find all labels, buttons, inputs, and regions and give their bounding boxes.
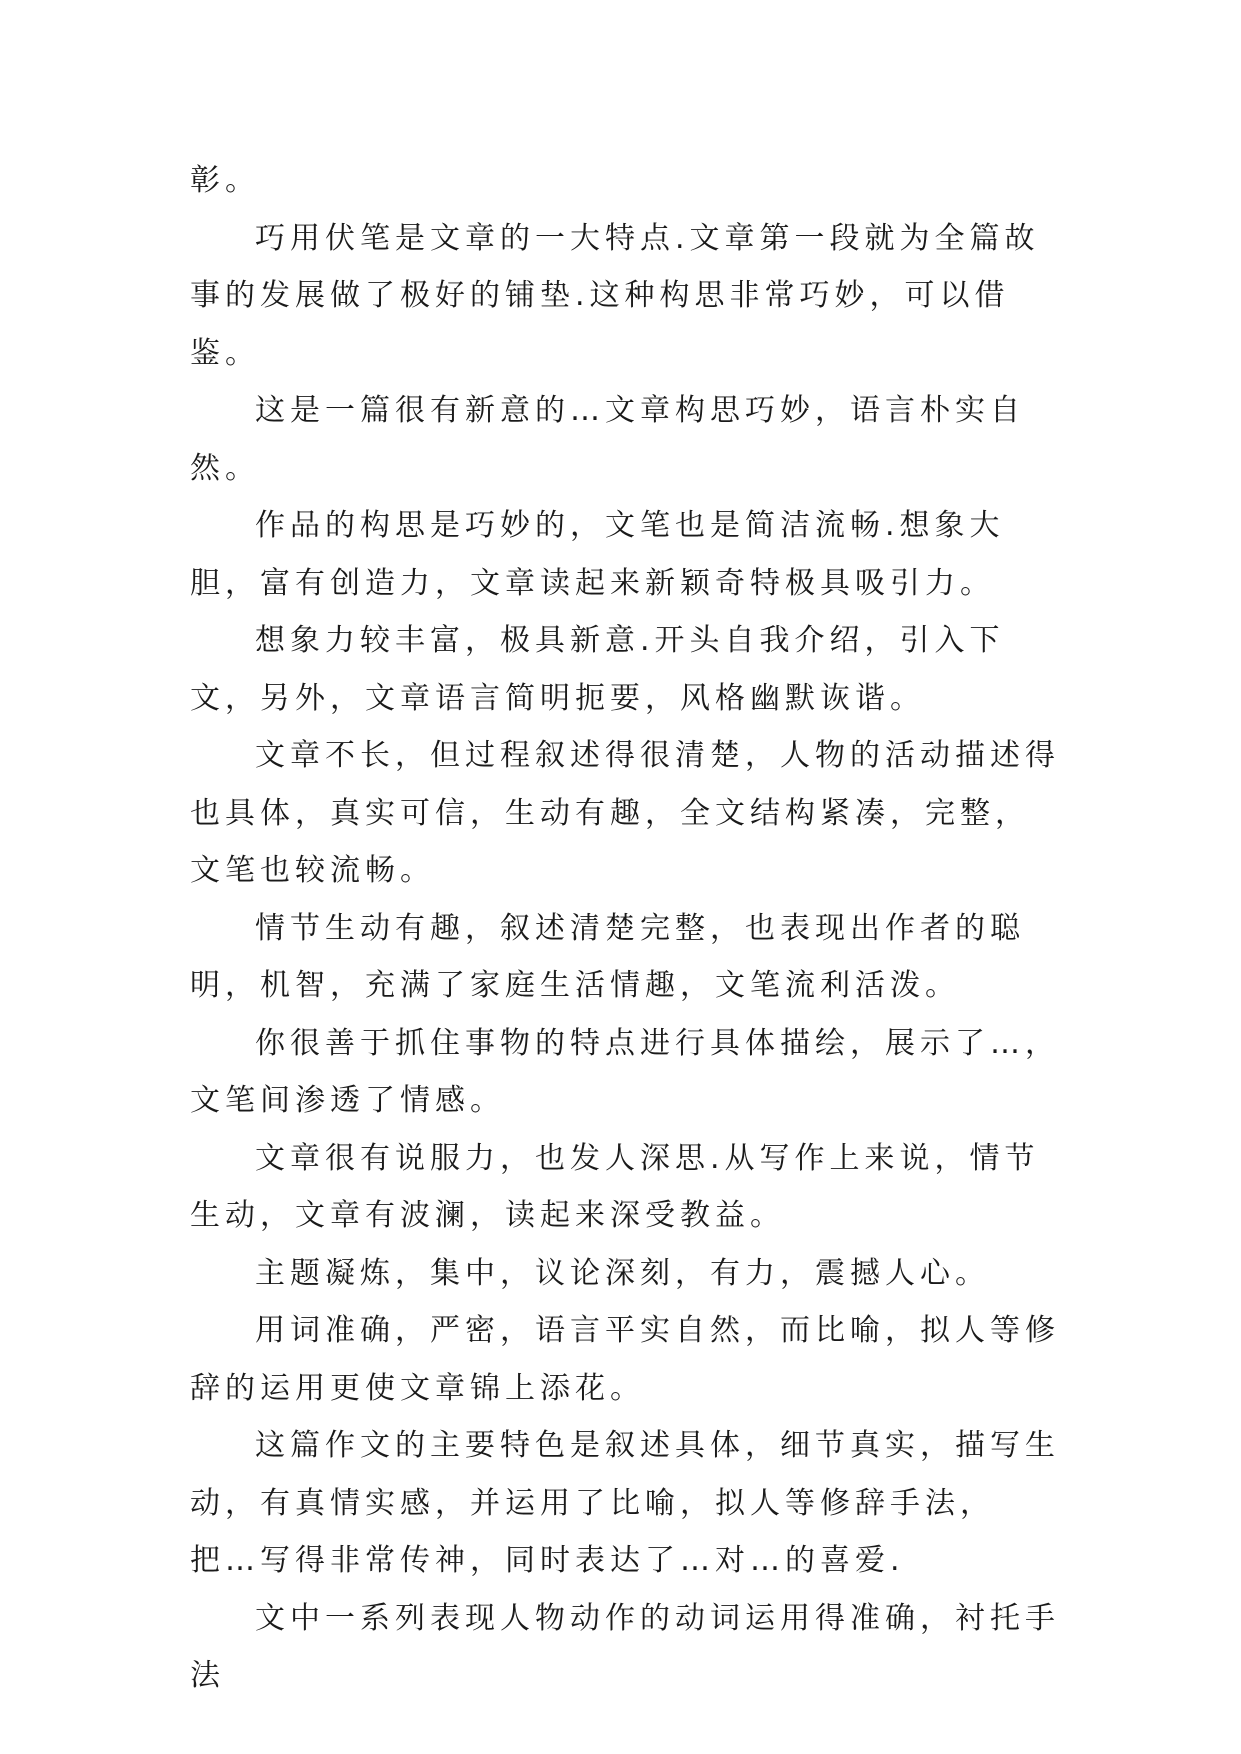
paragraph: 主题凝炼，集中，议论深刻，有力，震撼人心。 [255, 1255, 990, 1291]
paragraph: 情节生动有趣，叙述清楚完整，也表现出作者的聪明，机智，充满了家庭生活情趣，文笔流利活泼。 [190, 910, 1025, 1003]
paragraph: 你很善于抓住事物的特点进行具体描绘，展示了…，文笔间渗透了情感。 [190, 1025, 1060, 1118]
paragraph: 文中一系列表现人物动作的动词运用得准确，衬托手法 [190, 1600, 1060, 1693]
paragraph: 作品的构思是巧妙的，文笔也是简洁流畅.想象大胆，富有创造力，文章读起来新颖奇特极具吸引力。 [190, 508, 1005, 601]
paragraph: 用词准确，严密，语言平实自然，而比喻，拟人等修辞的运用更使文章锦上添花。 [190, 1313, 1060, 1406]
paragraph: 这篇作文的主要特色是叙述具体，细节真实，描写生动，有真情实感，并运用了比喻，拟人等修辞手法，把…写得非常传神，同时表达了…对…的喜爱. [190, 1428, 1060, 1578]
paragraph: 文章很有说服力，也发人深思.从写作上来说，情节生动，文章有波澜，读起来深受教益。 [190, 1140, 1040, 1233]
document-body [190, 152, 1060, 1705]
paragraph: 想象力较丰富，极具新意.开头自我介绍，引入下文，另外，文章语言简明扼要，风格幽默诙谐。 [190, 623, 1005, 716]
paragraph: 文章不长，但过程叙述得很清楚，人物的活动描述得也具体，真实可信，生动有趣，全文结构紧凑，完整，文笔也较流畅。 [190, 738, 1060, 888]
paragraph: 巧用伏笔是文章的一大特点.文章第一段就为全篇故事的发展做了极好的铺垫.这种构思非常巧妙，可以借鉴。 [190, 220, 1040, 371]
paragraph-continuation: 彰。 [190, 163, 260, 198]
paragraph: 这是一篇很有新意的…文章构思巧妙，语言朴实自然。 [190, 393, 1025, 486]
